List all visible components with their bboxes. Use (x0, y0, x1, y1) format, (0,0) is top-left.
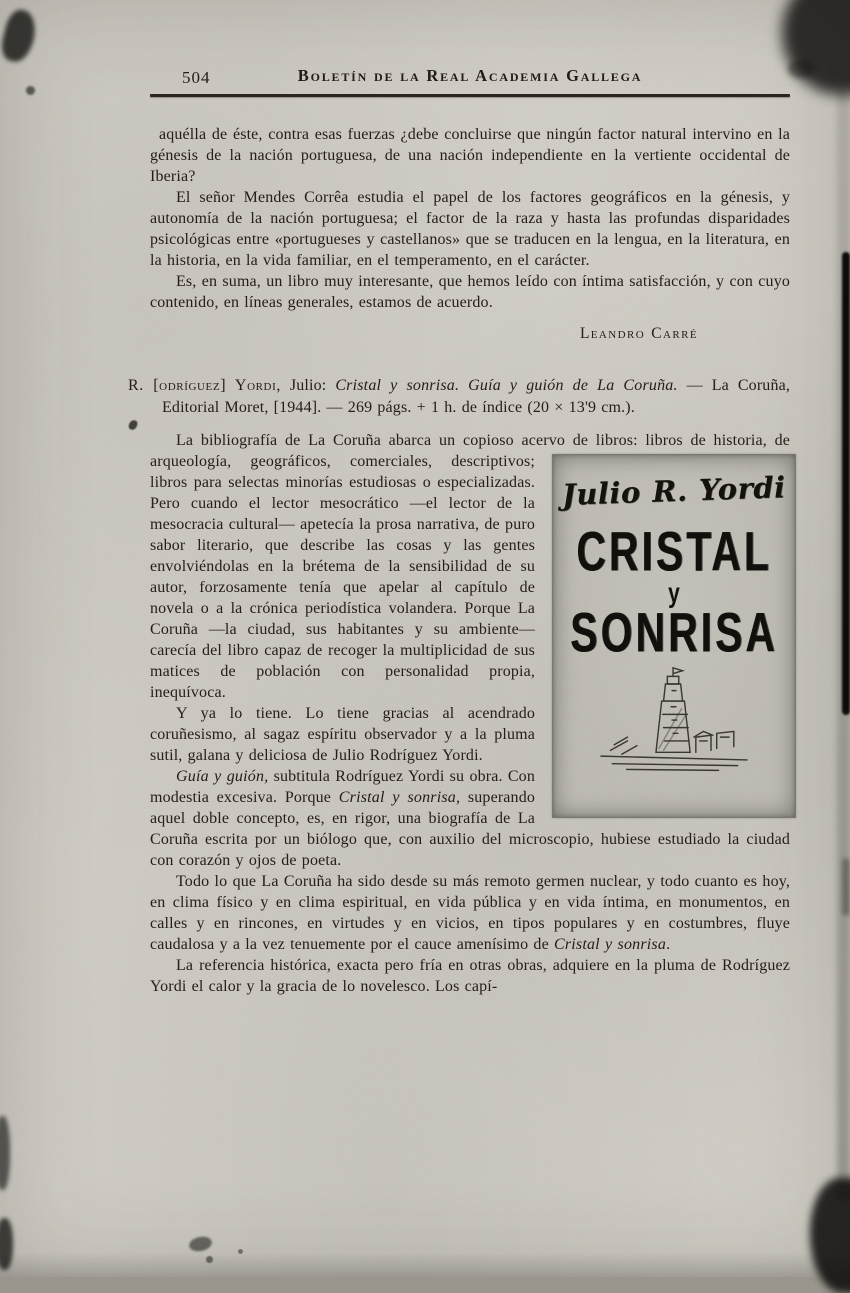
book-title-italic: Cristal y sonrisa (553, 936, 667, 953)
book-title-italic: Guía y guión, (176, 768, 269, 785)
entry-heading (128, 375, 790, 419)
paragraph-text: Todo lo que La Coruña ha sido desde su más remoto germen nuclear, y todo cuanto es hoy, en clima físico y en clima espiritual, en vida pública y en vida íntima, en monumentos, en calles y en rincones, en virtudes y en vicios, en tipos populares y en costumbres, fluye caudalosa y a la vez tenuemente por el cauce amenísimo de (150, 873, 790, 953)
scan-artifact (26, 86, 35, 95)
page-content (128, 66, 790, 997)
cover-title-sonrisa: SONRISA (570, 601, 778, 664)
book-cover-inner (561, 463, 787, 809)
header-rule (150, 94, 790, 97)
paragraph: La referencia histórica, exacta pero fría en otras obras, adquiere en la pluma de Rodríguez Yordi el calor y la gracia de lo novelesco. Los capí- (150, 957, 790, 995)
paragraph-text: subtitula Rodríguez Yordi su obra. Con modestia excesiva. Porque (150, 768, 535, 806)
margin-ink-mark (128, 419, 139, 431)
paragraph-text: . (666, 936, 671, 953)
paragraph-continuation: aquélla de éste, contra esas fuerzas ¿debe concluirse que ningún factor natural intervino en la génesis de la nación portuguesa, de una nación independiente en la vertiente occidental de Iberia? (150, 126, 790, 185)
page-number: 504 (182, 68, 211, 87)
scan-artifact (842, 252, 850, 715)
entry-author-caps: R. [odríguez] Yordi, (128, 377, 281, 394)
cover-author-script: Julio R. Yordi (561, 470, 787, 512)
cover-title-conjunction: y (668, 578, 680, 609)
scan-artifact (0, 1116, 10, 1190)
scan-artifact (188, 1235, 213, 1253)
paragraph: Y ya lo tiene. Lo tiene gracias al acendrado coruñesismo, al sagaz espíritu observador y a la pluma sutil, galana y deliciosa de Julio Rodríguez Yordi. (150, 705, 535, 764)
scan-artifact (837, 90, 850, 1200)
paragraph-text: La bibliografía de La Coruña abarca un copioso acervo de libros: libros de historia, de arqueología, geográficos, comerciales, descriptivos; (150, 432, 790, 470)
reviewer-signature: Leandro Carré (579, 325, 698, 342)
scan-artifact (206, 1256, 213, 1263)
paragraph (150, 430, 790, 703)
cover-title-cristal: CRISTAL (576, 520, 772, 583)
paragraph-text: superando aquel doble concepto, es, en rigor, una biografía de La Coruña escrita por un biólogo que, con auxilio del microscopio, hubiese estudiado la ciudad con corazón y ojos de poeta. (150, 789, 790, 869)
entry-imprint: — La Coruña, Editorial Moret, [1944]. — 269 págs. + 1 h. de índice (20 × 13'9 cm.). (162, 377, 790, 416)
paragraph: El señor Mendes Corrêa estudia el papel de los factores geográficos en la génesis, y autonomía de la nación portuguesa; el factor de la raza y hasta las profundas disparidades psicológicas entre «portugueses y castellanos» que se traducen en la lengua, en la literatura, en la historia, en la vida familiar, en el temperamento, en el carácter. (150, 189, 790, 269)
entry-author-name: Julio: (289, 377, 327, 394)
scan-artifact (842, 858, 850, 916)
scan-artifact (810, 1178, 850, 1293)
review-body (150, 430, 790, 997)
journal-title: Boletín de la Real Academia Gallega (297, 66, 643, 85)
entry-book-title: Cristal y sonrisa. Guía y guión de La Coruña. (335, 377, 678, 394)
paragraph-text: libros para selectas minorías estudiosas o especializadas. Pero cuando el lector mesocrático —el lector de la mesocracia cultural— apetecía la prosa narrativa, de puro sabor literario, que describe las cosas y las gentes envolviéndolas en la brétema de la sensibilidad de su autor, forzosamente tenía que apelar al capítulo de novela o a la crónica periodística volandera. Porque La Coruña —la ciudad, sus habitantes y su ambiente— carecía del libro capaz de recoger la multiplicidad de sus matices de población con personalidad propia, inequívoca. (150, 474, 535, 701)
book-cover (552, 454, 796, 818)
scan-artifact (0, 7, 40, 65)
paragraph (150, 871, 790, 955)
page-header (150, 66, 790, 90)
scan-artifact (788, 60, 814, 78)
scan-artifact (782, 0, 850, 95)
body-text (128, 124, 790, 997)
scan-artifact (0, 1218, 13, 1270)
paragraph: Es, en suma, un libro muy interesante, que hemos leído con íntima satisfacción, y con cuyo contenido, en líneas generales, estamos de acuerdo. (150, 273, 790, 311)
scan-artifact (0, 1252, 850, 1277)
scan-artifact (238, 1249, 243, 1254)
book-title-italic: Cristal y sonrisa, (338, 789, 461, 806)
tower-of-hercules-illustration (574, 665, 774, 777)
